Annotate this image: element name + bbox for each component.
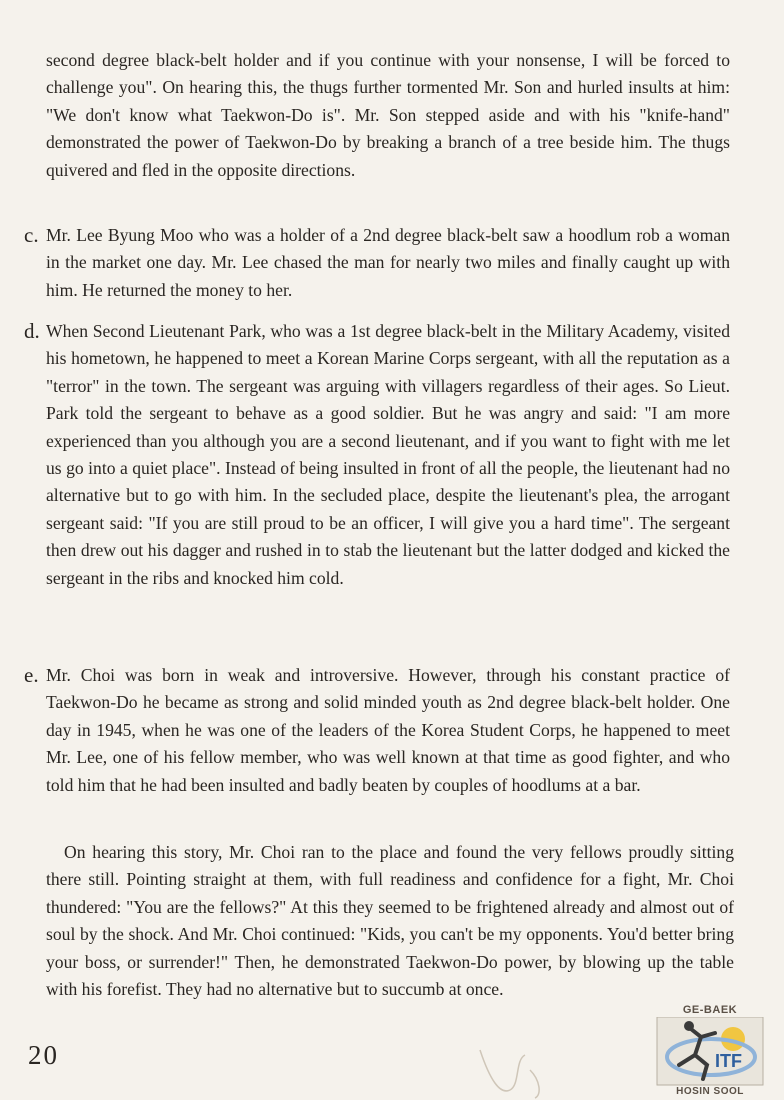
ge-baek-itf-logo — [651, 1004, 769, 1100]
logo-bottom-text: HOSIN SOOL — [676, 1086, 744, 1097]
continuation-paragraph: On hearing this story, Mr. Choi ran to the place and found the very fellows proudly sitting there still. Pointing straight at them, with full readiness and confidence for a fight, Mr. Choi thundered: "You are the fellows?" At this they seemed to be frightened already and almost out of soul by the shock. And Mr. Choi continued: "Kids, you can't be my opponents. You'd better bring your boss, or surrender!" Then, he demonstrated Taekwon-Do power, by blowing up the table with his forefist. They had no alternative but to succumb at once. — [46, 842, 734, 1000]
pencil-scribble — [470, 1040, 550, 1100]
list-marker: c. — [24, 223, 39, 247]
list-item-e — [0, 662, 784, 832]
list-item-text: Mr. Choi was born in weak and introversive. However, through his constant practice of Taekwon-Do he became as strong and solid minded youth as 2nd degree black-belt holder. One day in 1945, when he was one of the leaders of the Korea Student Corps, he happened to meet Mr. Lee, one of his fellow member, who was well known at that time as good fighter, and who told him that he had been insulted and badly beaten by couples of hoodlums at a bar. — [46, 665, 730, 795]
list-marker: e. — [24, 663, 39, 687]
list-item-text: Mr. Lee Byung Moo who was a holder of a 2nd degree black-belt saw a hoodlum rob a woman in the market one day. Mr. Lee chased the man for nearly two miles and finally caught up with him. He returned the money to her. — [46, 225, 730, 300]
list-item-d — [0, 318, 784, 658]
page-number: 20 — [28, 1040, 59, 1070]
intro-paragraph: second degree black-belt holder and if you continue with your nonsense, I will be forced to challenge you". On hearing this, the thugs further tormented Mr. Son and hurled insults at him: "We don't know what Taekwon-Do is". Mr. Son stepped aside and with his "knife-hand" demonstrated the power of Taekwon-Do by breaking a branch of a tree beside him. The thugs quivered and fled in the opposite directions. — [46, 50, 730, 180]
logo-top-text: GE-BAEK — [682, 1004, 738, 1016]
list-item-text: When Second Lieutenant Park, who was a 1st degree black-belt in the Military Academy, visited his hometown, he happened to meet a Korean Marine Corps sergeant, with all the reputation as a "terror" in the town. The sergeant was arguing with villagers regardless of their ages. So Lieut. Park told the sergeant to behave as a good soldier. But he was angry and said: "I am more experienced than you although you are a second lieutenant, and if you want to fight with me let us go into a quiet place". Instead of being insulted in front of all the people, the lieutenant had no alternative but to go with him. In the secluded place, despite the lieutenant's plea, the arrogant sergeant said: "If you are still proud to be an officer, I will give you a hard time". The sergeant then drew out his dagger and rushed in to stab the lieutenant but the latter dodged and kicked the sergeant in the ribs and knocked him cold. — [46, 321, 730, 588]
list-marker: d. — [24, 319, 40, 343]
list-item-c — [0, 222, 784, 312]
logo-center-text: ITF — [715, 1051, 742, 1071]
logo-emblem-icon — [651, 1017, 769, 1087]
